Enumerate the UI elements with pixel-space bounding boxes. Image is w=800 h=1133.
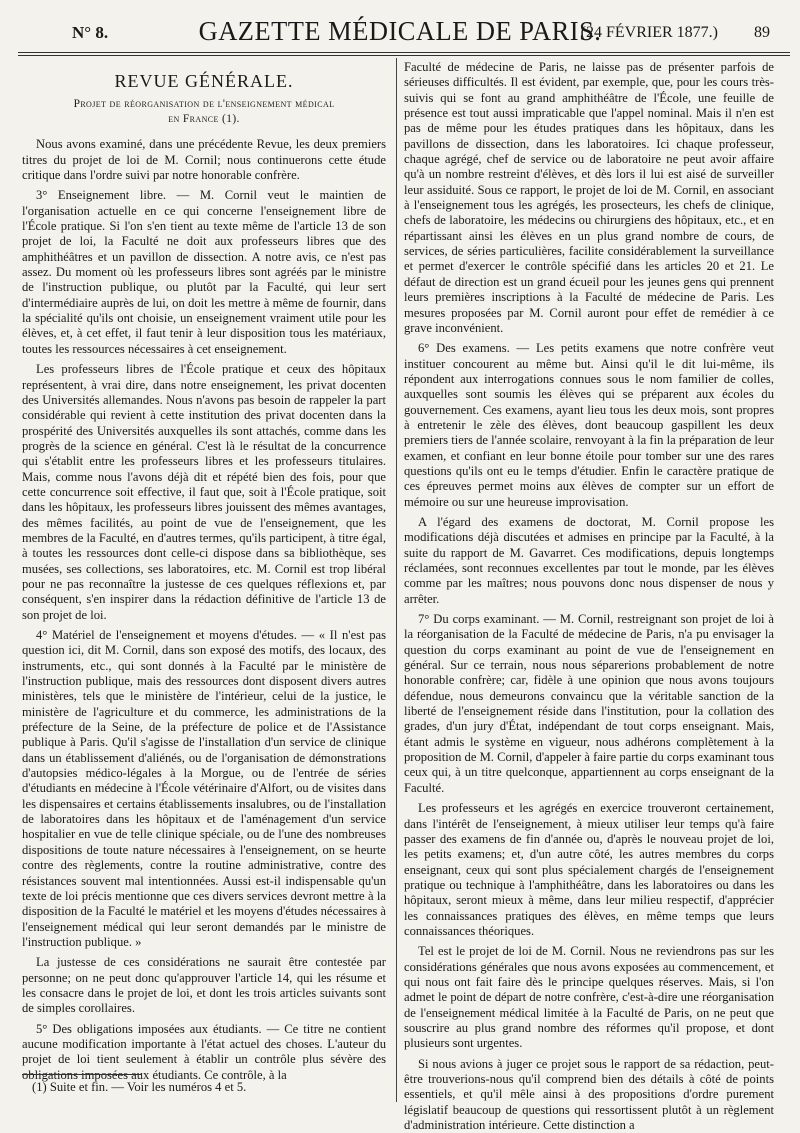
paragraph: Si nous avions à juger ce projet sous le rapport de sa rédaction, peut-être trouverions-nous qu'il comprend bien des détails à côté de points essentiels, et qu'il mêle ainsi à des propositions d'ordre purement législatif beaucoup de questions qui ressortissent plutôt à un règlement d'administration intérieure. Cette distinction a: [404, 1056, 774, 1133]
paragraph: 3° Enseignement libre. — M. Cornil veut le maintien de l'organisation actuelle en ce qui concerne l'enseignement libre de l'École pratique. Si l'on s'en tient au texte même de l'article 13 de son projet de loi, la Faculté ne doit aux professeurs libres que des amphithéâtres et un pavillon de dissection. A notre avis, ce n'est pas assez. Du moment où les professeurs libres sont agréés par le ministre de l'instruction publique, ou plutôt par la Faculté, qui leur sert d'intermédiaire auprès de lui, on doit les mettre à même de fournir, dans la spécialité qu'ils ont choisie, un enseignement vraiment utile pour les élèves, et, à cet effet, il faut tenir à leur disposition tous les matériaux, toutes les ressources nécessaires à cet enseignement.: [22, 188, 386, 356]
footnote-rule: [22, 1074, 142, 1075]
header-rule: [18, 52, 790, 53]
masthead: [18, 14, 782, 54]
paragraph: A l'égard des examens de doctorat, M. Cornil propose les modifications déjà discutées et admises en principe par la Faculté, à la suite du rapport de M. Gavarret. Ces modifications, depuis longtemps réclamées, sont reconnues excellentes par tout le monde, par les élèves comme par les maîtres; nous pouvons donc nous dispenser de nous y arrêter.: [404, 514, 774, 606]
section-title: REVUE GÉNÉRALE.: [114, 71, 294, 91]
paragraph: 5° Des obligations imposées aux étudiants. — Ce titre ne contient aucune modification importante à l'état actuel des choses. L'auteur du projet de loi tient seulement à établir un contrôle plus sévère des obligations imposées aux étudiants. Ce contrôle, à la: [22, 1021, 386, 1082]
article-subtitle: [22, 97, 386, 127]
paragraph: 7° Du corps examinant. — M. Cornil, restreignant son projet de loi à la réorganisation de la Faculté de médecine de Paris, n'a pu envisager la question du corps examinant au point de vue de l'enseignement en général. Sur ce terrain, nous nous séparerions probablement de notre honorable confrère; car, fidèle à une opinion que nous avons toujours défendue, nous demeurons convaincu que la véritable sanction de la liberté de l'enseignement réside dans l'institution, pour la collation des grades, d'un jury d'État, indépendant de tout corps enseignant. Mais, étant admis le système en vigueur, nous adhérons complètement à la proposition de M. Cornil, d'appeler à faire partie du corps examinant tous ceux qui, à un titre quelconque, appartiennent au corps enseignant de la Faculté.: [404, 612, 774, 795]
column-divider: [396, 58, 397, 1102]
footnote: (1) Suite et fin. — Voir les numéros 4 et 5.: [32, 1080, 247, 1094]
paragraph: Les professeurs et les agrégés en exercice trouveront certainement, dans l'intérêt de l'enseignement, à mieux utiliser leur temps qu'à faire passer des examens de fin d'année ou, d'après le nouveau projet de loi, les petits examens; et, d'un autre côté, les autres membres du corps enseignant, ceux qui sont plus spécialement chargés de l'enseignement pratique ou technique à l'amphithéâtre, dans les laboratoires ou dans les hôpitaux, seront mieux à même, dans leur milieu respectif, d'apprécier les connaissances pratiques des élèves, en même temps que leurs connaissances théoriques.: [404, 801, 774, 938]
paragraph: 4° Matériel de l'enseignement et moyens d'études. — « Il n'est pas question ici, dit M. Cornil, dans son exposé des motifs, des locaux, des instruments, etc., qui sont donnés à la Faculté par le ministère de l'instruction publique, mais des ressources dont disposent divers autres ministères, tels que le ministère de l'intérieur, celui de la justice, le ministère de l'agriculture et du commerce, les administrations de la préfecture de la Seine, de la préfecture de police et de l'Assistance publique à Paris. Qu'il s'agisse de l'installation d'un service de clinique dans un établissement d'aliénés, ou de l'organisation de démonstrations d'autopsies médico-légales à la Morgue, ou de l'entrée de séries d'étudiants en médecine à l'École vétérinaire d'Alfort, ou de visites dans les dispensaires et certains établissements insalubres, ou de l'installation de laboratoires dans les hôpitaux et de l'aménagement d'un service hospitalier en vue de telle clinique spéciale, ou de l'une des nombreuses dispositions de toute nature nécessaires à l'enseignement, on se heurte contre des règlements, contre la routine administrative, contre des résistances souvent mal intentionnées. Aussi est-il indispensable qu'un texte de loi précis mentionne que ces divers services devront mettre à la disposition de la Faculté le matériel et les moyens d'études nécessaires à l'enseignement médical qui leur seront demandés par le ministre de l'instruction publique. »: [22, 628, 386, 949]
paragraph: Les professeurs libres de l'École pratique et ceux des hôpitaux représentent, à vrai dire, dans notre enseignement, les privat docenten des Universités allemandes. Nous n'avons pas besoin de rappeler la part considérable qui revient à cette institution des privat docenten dans la prospérité des Universités auxquelles ils sont attachés, comme dans les progrès de la science en général. C'est là le résultat de la concurrence qui s'établit entre les professeurs libres et les professeurs titulaires. Mais, comme nous l'avons déjà dit et répété bien des fois, pour que cette concurrence soit effective, il faut que, soit à l'École pratique, soit dans les hôpitaux, les professeurs libres jouissent des mêmes avantages, des mêmes facilités, au point de vue de l'enseignement, que les membres de la Faculté, en d'autres termes, qu'ils participent, à titre égal, à toutes les ressources dont celle-ci dispose dans sa bibliothèque, ses musées, ses collections, ses laboratoires, etc. M. Cornil est trop libéral pour ne pas reconnaître la justesse de ces quelques réflexions et, par conséquent, s'en inspirer dans la rédaction définitive de l'article 13 de son projet de loi.: [22, 362, 386, 622]
paragraph: Nous avons examiné, dans une précédente Revue, les deux premiers titres du projet de loi de M. Cornil; nous continuerons cette étude critique dans l'ordre suivi par notre honorable confrère.: [22, 137, 386, 183]
paragraph: Faculté de médecine de Paris, ne laisse pas de présenter parfois de sérieuses difficultés. Il est évident, par exemple, que, pour les cours très-suivis qui se font au grand amphithéâtre de l'École, une feuille de présence est tout aussi impraticable que l'appel nominal. Mais il n'en est pas de même pour les études pratiques dans les hôpitaux, dans les pavillons de dissection, dans les laboratoires. Ici chaque professeur, chaque agrégé, chef de service ou de laboratoire ne peut avoir affaire qu'à un nombre restreint d'élèves, et dès lors il lui est aisé de surveiller leur assiduité. Sous ce rapport, le projet de loi de M. Cornil, en associant à l'enseignement tous les agrégés, les prosecteurs, les chefs de clinique, chefs de laboratoire, les médecins ou chirurgiens des hôpitaux, etc., et en répartissant ainsi les élèves en un plus grand nombre de cours, de services, de séries particulières, facilite considérablement la surveillance et permet d'exercer le contrôle spécifié dans les articles 20 et 21. Le défaut de direction est un grand écueil pour les jeunes gens qui prennent leurs premières inscriptions à la Faculté de médecine de Paris. Les mesures proposées par M. Cornil auront pour effet de remédier à ce grave inconvénient.: [404, 60, 774, 335]
journal-title: GAZETTE MÉDICALE DE PARIS.: [198, 16, 602, 46]
paragraph: 6° Des examens. — Les petits examens que notre confrère veut instituer concourent au même but. Ainsi qu'il le dit lui-même, ils répondent aux interrogations connues sous le nom familier de colles, auxquelles sont soumis les élèves qui se préparent aux écoles du gouvernement. Ces examens, ayant lieu tous les deux mois, sont propres à entretenir le zèle des élèves, dont beaucoup gaspillent les deux premiers tiers de l'année scolaire, renvoyant à la fin la préparation de leur examen, et confiant en leur bonne étoile pour tomber sur une des rares questions qu'ils ont eu le temps d'étudier. Enfin le caractère pratique de ces épreuves permet moins aux élèves de compter sur un effort de mémoire ou sur une heureuse improvisation.: [404, 341, 774, 509]
issue-date: (24 FÉVRIER 1877.): [580, 24, 718, 41]
paragraph: La justesse de ces considérations ne saurait être contestée par personne; on ne peut donc qu'approuver l'article 14, qui les résume et les consacre dans le projet de loi, et dont les trois articles suivants sont de simples corollaires.: [22, 955, 386, 1016]
issue-number: N° 8.: [72, 23, 109, 42]
paragraph: Tel est le projet de loi de M. Cornil. Nous ne reviendrons pas sur les considérations générales que nous avons exposées au commencement, et qui nous ont fait faire dès le principe quelques réserves. Mais, si l'on admet le point de départ de notre confrère, c'est-à-dire une réorganisation de l'enseignement médical limitée à la Faculté de Paris, on ne peut que souscrire au plus grand nombre des réformes qu'il propose, et dont plusieurs sont urgentes.: [404, 944, 774, 1051]
right-column: [404, 60, 774, 1133]
subtitle-line-2: en France (1).: [168, 113, 240, 126]
subtitle-line-1: Projet de réorganisation de l'enseignement médical: [73, 98, 335, 111]
header-rule-double: [18, 55, 790, 56]
page-number: 89: [754, 24, 770, 41]
left-column: [22, 60, 386, 1082]
